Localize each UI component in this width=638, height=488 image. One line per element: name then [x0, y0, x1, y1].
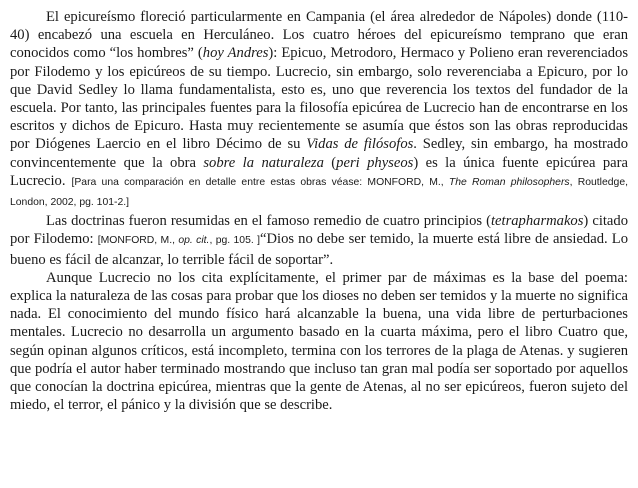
- paragraph-text: El epicureísmo floreció particularmente en Campania (el área alrededor de Nápoles) donde (110-40) encabezó una escuela en Herculáneo. Los cuatro héroes del epicureísmo temprano que eran conocidos como “los hombres” (: [10, 9, 628, 62]
- italic-term: tetrapharmakos: [490, 213, 584, 230]
- italic-term: hoy Andres: [202, 45, 269, 62]
- paragraph-3: Aunque Lucrecio no los cita explícitamente, el primer par de máximas es la base del poema: explica la naturaleza de las cosas para probar que los dioses no deben ser temidos y la muerte no significa nada. El conocimiento del mundo físico hará alcanzable la buena, una vida libre de perturbaciones mentales. Lucrecio no desarrolla un argumento basado en la cuarta máxima, pero el libro Cuatro que, según opinan algunos críticos, está incompleto, termina con los terrores de la plaga de Atenas. y sugieren que podría el autor haber terminado mostrando que incluso tan gran mal podía ser soportado por aquellos que conocían la doctrina epicúrea, mientras que la gente de Atenas, al no ser epicúreos, fueron sujeto del miedo, el terror, el pánico y la división que se describe.: [10, 269, 628, 414]
- note-italic-title: The Roman philosophers: [448, 176, 570, 188]
- paragraph-text: ) citado por Filodemo:: [10, 213, 628, 248]
- paragraph-text: . Sedley, sin embargo, ha mostrado convincentemente que la obra: [10, 136, 628, 171]
- quote-text: “Dios no debe ser temido, la muerte está libre de ansiedad. Lo bueno es fácil de alcanzar, lo terrible fácil de soportar”.: [10, 231, 628, 268]
- note-text: , Routledge, London, 2002, pg. 101-2.]: [10, 176, 628, 209]
- italic-term: peri physeos: [336, 154, 414, 171]
- note-text: [Para una comparación en detalle entre estas obras véase: MONFORD, M.,: [71, 176, 449, 188]
- note-text: , pg. 105. ]: [209, 235, 260, 247]
- paragraph-1: [10, 8, 628, 212]
- inline-note: [98, 235, 260, 246]
- italic-title: sobre la naturaleza: [203, 154, 324, 171]
- inline-note: [10, 177, 628, 208]
- italic-title: Vidas de filósofos: [306, 136, 414, 153]
- paragraph-2: [10, 212, 628, 269]
- paragraph-text: (: [323, 154, 337, 171]
- paragraph-text: ): Epicuo, Metrodoro, Hermaco y Polieno eran reverenciados por Filodemo y los epicúreos de su tiempo. Lucrecio, sin embargo, solo reverenciaba a Epicuro, por lo que David Sedley lo llama fundamentalista, esto es, uno que reverencia los textos del fundador de la escuela. Por tanto, las principales fuentes para la filosofía epicúrea de Lucrecio han de encontrarse en los escritos y dichos de Epicuro. Hasta muy recientemente se asumía que éstos son las obras reproducidas por Diógenes Laercio en el libro Décimo de su: [10, 45, 629, 153]
- paragraph-text: Las doctrinas fueron resumidas en el famoso remedio de cuatro principios (: [46, 213, 491, 230]
- document-body: [10, 8, 628, 414]
- note-italic: op. cit.: [178, 235, 210, 247]
- note-text: [MONFORD, M.,: [97, 235, 179, 247]
- paragraph-text: ) es la única fuente epicúrea para Lucrecio.: [10, 154, 628, 189]
